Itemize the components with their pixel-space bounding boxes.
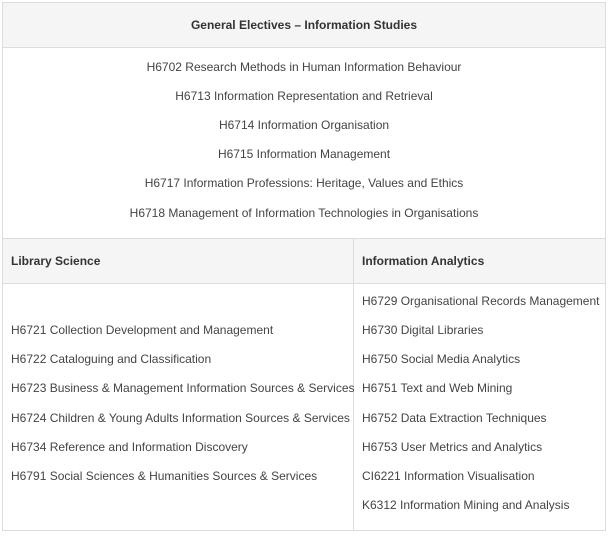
general-electives-title: General Electives – Information Studies (190, 18, 418, 32)
information-analytics-item: K6312 Information Mining and Analysis (362, 498, 570, 512)
library-science-item: H6791 Social Sciences & Humanities Sources & Services (11, 469, 318, 483)
information-analytics-item: H6730 Digital Libraries (362, 323, 484, 337)
information-analytics-item: H6750 Social Media Analytics (362, 352, 521, 366)
library-science-item: H6723 Business & Management Information Sources & Services (11, 381, 355, 395)
information-analytics-item: H6751 Text and Web Mining (362, 381, 513, 395)
general-electives-header (3, 3, 605, 48)
general-electives-list (3, 48, 605, 239)
library-science-item: H6721 Collection Development and Management (11, 323, 274, 337)
general-elective-item: H6702 Research Methods in Human Information Behaviour (146, 60, 462, 74)
general-elective-item: H6715 Information Management (217, 147, 391, 161)
general-elective-item: H6717 Information Professions: Heritage, Values and Ethics (144, 176, 464, 190)
library-science-title: Library Science (11, 254, 101, 268)
library-science-item: H6734 Reference and Information Discovery (11, 440, 248, 454)
information-analytics-item: H6752 Data Extraction Techniques (362, 411, 547, 425)
library-science-item: H6724 Children & Young Adults Information Sources & Services (11, 411, 350, 425)
library-science-item: H6722 Cataloguing and Classification (11, 352, 212, 366)
information-analytics-item: CI6221 Information Visualisation (362, 469, 535, 483)
information-analytics-title: Information Analytics (362, 254, 485, 268)
information-analytics-item: H6753 User Metrics and Analytics (362, 440, 543, 454)
information-analytics-header (354, 239, 605, 284)
library-science-header (3, 239, 353, 284)
general-elective-item: H6714 Information Organisation (218, 118, 390, 132)
information-analytics-item: H6729 Organisational Records Management (362, 294, 600, 308)
electives-table (2, 2, 606, 531)
general-elective-item: H6713 Information Representation and Retrieval (175, 89, 433, 103)
general-elective-item: H6718 Management of Information Technologies in Organisations (129, 206, 479, 220)
